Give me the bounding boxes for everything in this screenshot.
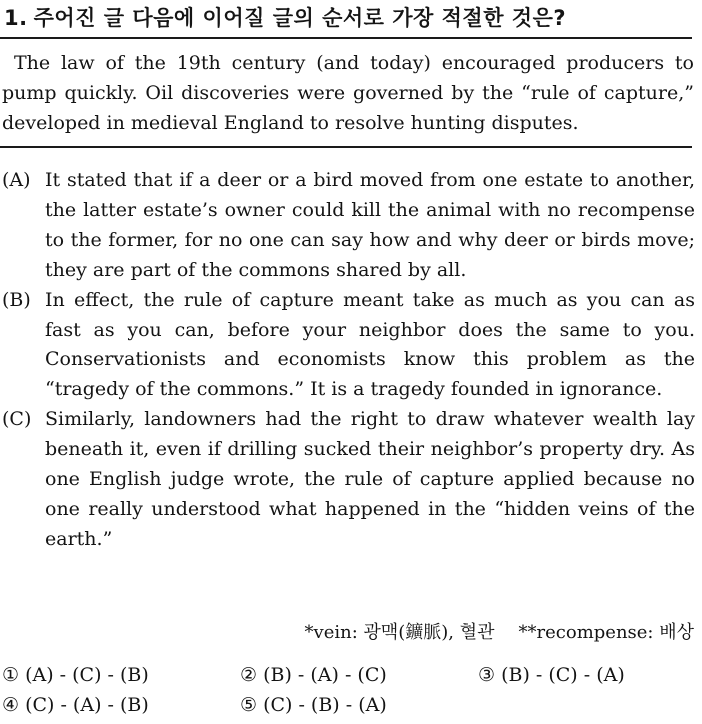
passage-a-text: It stated that if a deer or a bird moved from one estate to another, the latter estate’s owner could kill the animal with no recompense to the former, for no one can say how and why deer or birds move; they are part of the commons shared by all. (45, 169, 695, 281)
footnote-vein: *vein: 광맥(鑛脈), 혈관 (304, 622, 495, 643)
choice-4[interactable]: ④ (C) - (A) - (B) (2, 694, 149, 716)
choice-5[interactable]: ⑤ (C) - (B) - (A) (240, 694, 387, 716)
footnote-recompense: **recompense: 배상 (518, 622, 694, 643)
question-prompt: 주어진 글 다음에 이어질 글의 순서로 가장 적절한 것은? (33, 6, 567, 30)
passage-a-label: (A) (2, 169, 31, 191)
passage-list (0, 166, 696, 555)
choice-2[interactable]: ② (B) - (A) - (C) (240, 664, 387, 686)
passage-c-text: Similarly, landowners had the right to draw whatever wealth lay beneath it, even if drilling sucked their neighbor’s property dry. As one English judge wrote, the rule of capture applied because no one really understood what happened in the “hidden veins of the earth.” (45, 408, 695, 550)
intro-passage: The law of the 19th century (and today) encouraged producers to pump quickly. Oil discoveries were governed by the “rule of capture,” developed in medieval England to resolve hunting disputes. (2, 52, 694, 134)
passage-c (0, 405, 696, 555)
question-number: 1. (4, 6, 28, 30)
footnotes (305, 618, 694, 644)
choice-row-1 (2, 660, 692, 690)
intro-top-rule (0, 37, 692, 39)
passage-c-label: (C) (2, 408, 32, 431)
passage-b (0, 286, 696, 406)
intro-bottom-rule (0, 146, 692, 148)
passage-b-text: In effect, the rule of capture meant take as much as you can as fast as you can, before your neighbor does the same to you. Conservationists and economists know this problem as the “tragedy of the commons.” It is a tragedy founded in ignorance. (45, 288, 695, 401)
answer-choices (2, 660, 692, 720)
question-heading (4, 2, 566, 32)
passage-b-label: (B) (2, 288, 31, 311)
passage-a (0, 166, 696, 286)
choice-3[interactable]: ③ (B) - (C) - (A) (478, 664, 625, 686)
choice-1[interactable]: ① (A) - (C) - (B) (2, 664, 149, 686)
choice-row-2 (2, 690, 692, 720)
